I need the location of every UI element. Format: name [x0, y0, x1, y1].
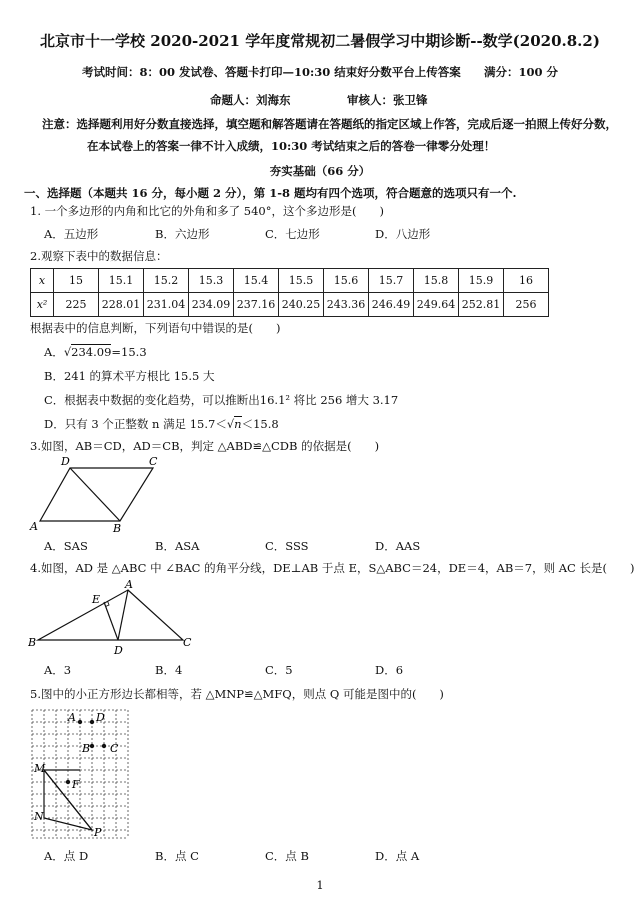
q3-stem: 3.如图，AB＝CD，AD＝CB，判定 △ABD≌△CDB 的依据是( )	[30, 439, 380, 453]
table-cell-x-label: x	[31, 269, 54, 293]
q5-label-b: B	[82, 742, 91, 755]
q3-option-b[interactable]: B．ASA	[155, 539, 200, 553]
q4-label-e: E	[92, 593, 101, 606]
table-cell: 249.64	[414, 293, 459, 317]
reviewer: 审核人：张卫锋	[347, 93, 428, 107]
sqrt-sign-icon: √	[226, 417, 235, 431]
q1-option-a[interactable]: A．五边形	[44, 227, 99, 241]
table-cell: 15.2	[144, 269, 189, 293]
q2-option-d-suffix: ＜15.8	[241, 417, 279, 431]
q4-label-a: A	[125, 578, 133, 591]
q3-option-d[interactable]: D．AAS	[375, 539, 421, 553]
q3-parallelogram-figure	[28, 456, 178, 536]
q5-label-n: N	[34, 810, 44, 823]
q2-data-table	[30, 268, 549, 317]
q2-option-d-radicand: n	[234, 417, 242, 431]
q5-label-m: M	[34, 762, 46, 775]
q1-option-c[interactable]: C．七边形	[265, 227, 320, 241]
q5-option-b[interactable]: B．点 C	[155, 849, 199, 863]
q2-option-d-prefix: D．只有 3 个正整数 n 满足 15.7＜	[44, 417, 227, 431]
table-cell: 15.6	[324, 269, 369, 293]
table-cell: 228.01	[99, 293, 144, 317]
table-cell: 15	[54, 269, 99, 293]
q2-option-b[interactable]: B．241 的算术平方根比 15.5 大	[44, 369, 215, 383]
table-cell: 15.7	[369, 269, 414, 293]
table-cell: 256	[504, 293, 549, 317]
q2-option-a-suffix: =15.3	[111, 345, 147, 359]
exam-title: 北京市十一学校 2020-2021 学年度常规初二暑假学习中期诊断--数学(2020.8.2)	[40, 32, 600, 50]
table-cell: 16	[504, 269, 549, 293]
q2-stem: 2.观察下表中的数据信息：	[30, 249, 168, 263]
q2-option-c[interactable]: C．根据表中数据的变化趋势，可以推断出16.1² 将比 256 增大 3.17	[44, 393, 399, 407]
section-title: 夯实基础（66 分）	[269, 164, 371, 178]
table-cell: 243.36	[324, 293, 369, 317]
part1-heading: 一、选择题（本题共 16 分，每小题 2 分），第 1-8 题均有四个选项，符合题意的选项只有一个.	[24, 186, 517, 200]
table-cell-x2-label: x²	[31, 293, 54, 317]
q2-option-a-prefix: A．	[44, 345, 64, 359]
table-cell: 225	[54, 293, 99, 317]
table-cell: 231.04	[144, 293, 189, 317]
q5-label-f: F	[72, 778, 80, 791]
table-cell: 15.3	[189, 269, 234, 293]
q3-option-a[interactable]: A．SAS	[44, 539, 88, 553]
table-cell: 15.8	[414, 269, 459, 293]
q4-triangle-figure	[28, 578, 203, 658]
table-cell: 252.81	[459, 293, 504, 317]
q1-option-d[interactable]: D．八边形	[375, 227, 431, 241]
q5-label-c: C	[110, 742, 119, 755]
q5-grid-figure	[28, 706, 132, 842]
q3-label-a: A	[30, 520, 38, 533]
full-score: 满分：100 分	[484, 65, 559, 79]
q5-label-p: P	[94, 826, 102, 839]
q4-stem: 4.如图，AD 是 △ABC 中 ∠BAC 的角平分线，DE⊥AB 于点 E，S△ABC＝24，DE＝4，AB＝7，则 AC 长是( )	[30, 561, 635, 575]
table-cell: 15.1	[99, 269, 144, 293]
page-number: 1	[316, 878, 324, 892]
q1-stem: 1. 一个多边形的内角和比它的外角和多了 540°，这个多边形是( )	[30, 204, 384, 218]
q2-option-a-radicand: 234.09	[71, 345, 112, 359]
q2-judge: 根据表中的信息判断，下列语句中错误的是( )	[30, 321, 281, 335]
q1-option-b[interactable]: B．六边形	[155, 227, 210, 241]
q4-label-b: B	[28, 636, 37, 649]
q5-stem: 5.图中的小正方形边长都相等，若 △MNP≌△MFQ，则点 Q 可能是图中的( )	[30, 687, 444, 701]
author: 命题人：刘海东	[210, 93, 291, 107]
q4-label-d: D	[114, 644, 123, 657]
q4-option-d[interactable]: D．6	[375, 663, 404, 677]
q5-label-a: A	[68, 711, 76, 724]
q4-option-a[interactable]: A．3	[44, 663, 72, 677]
q4-label-c: C	[183, 636, 192, 649]
table-cell: 237.16	[234, 293, 279, 317]
notice-line-2: 在本试卷上的答案一律不计入成绩，10:30 考试结束之后的答卷一律零分处理！	[87, 139, 496, 153]
table-cell: 15.4	[234, 269, 279, 293]
q3-option-c[interactable]: C．SSS	[265, 539, 309, 553]
q4-option-c[interactable]: C．5	[265, 663, 293, 677]
sqrt-sign-icon: √	[63, 345, 72, 359]
q5-option-a[interactable]: A．点 D	[44, 849, 89, 863]
table-cell: 15.5	[279, 269, 324, 293]
table-cell: 15.9	[459, 269, 504, 293]
q5-option-c[interactable]: C．点 B	[265, 849, 309, 863]
notice-line-1: 注意：选择题利用好分数直接选择，填空题和解答题请在答题纸的指定区域上作答，完成后逐一拍照上传好分数，	[42, 117, 617, 131]
table-cell: 234.09	[189, 293, 234, 317]
exam-time: 考试时间：8：00 发试卷、答题卡打印—10:30 结束好分数平台上传答案	[82, 65, 461, 79]
q4-option-b[interactable]: B．4	[155, 663, 183, 677]
q3-label-b: B	[113, 522, 122, 535]
table-row	[31, 293, 549, 317]
q3-label-c: C	[149, 456, 158, 468]
q5-option-d[interactable]: D．点 A	[375, 849, 420, 863]
q3-label-d: D	[61, 456, 70, 468]
q2-option-a[interactable]	[44, 344, 147, 360]
q2-option-d[interactable]	[44, 416, 279, 432]
table-row	[31, 269, 549, 293]
table-cell: 246.49	[369, 293, 414, 317]
table-cell: 240.25	[279, 293, 324, 317]
q5-label-d: D	[96, 711, 105, 724]
